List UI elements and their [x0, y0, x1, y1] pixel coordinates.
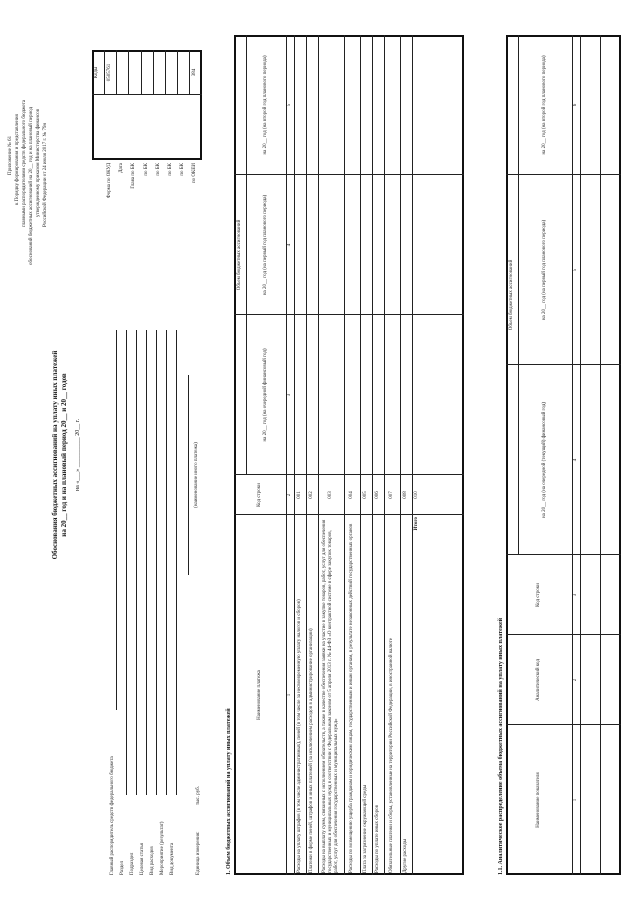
- sec1-row-value[interactable]: [306, 175, 318, 315]
- sec1-row-name: Платежи в форме пеней, штрафов и иных платежей (за исключением расходов в администрирование организации): [309, 628, 315, 873]
- payment-name-note: (наименование иного платежа): [194, 442, 199, 508]
- sec1-row-name: Другие расходы: [403, 839, 409, 873]
- sec1-row-value[interactable]: [294, 35, 306, 175]
- sec1-row-code: 003: [328, 491, 334, 499]
- sec1-col-group: Объем бюджетных ассигнований: [237, 219, 243, 291]
- sec11-empty-cell[interactable]: [580, 725, 600, 875]
- sec11-row-line: [600, 35, 601, 875]
- header-field-label: Вид документа: [170, 842, 175, 875]
- sec11-col-analytic: Аналитический код: [536, 659, 542, 701]
- header-field-line[interactable]: [166, 330, 167, 795]
- units-value: тыс. руб.: [196, 786, 201, 805]
- sec1-col-number: 4: [287, 243, 293, 247]
- sec1-row-value[interactable]: [400, 315, 412, 475]
- sec1-row-name: Плата за загрязнение окружающей среды: [363, 784, 369, 873]
- sec1-col-number: 3: [287, 393, 293, 397]
- sec11-col-number: 2: [573, 678, 579, 682]
- sec1-row-name: Расходы на выплату сумм, связанных с исполнением обязательств, а также в качестве обеспечения заявки на участие в закупке товаров, работ, услуг для обеспечения государственных и муниципальных нужд в соответствии с Федеральным законом от 5 апреля 2013 г. № 44-ФЗ «О контрактной системе в сфере закупок товаров, работ, услуг для обеспечения государственных и муниципальных нужд»: [322, 519, 339, 873]
- sec11-col-group: Объем бюджетных ассигнований: [509, 259, 515, 331]
- sec11-col-name: Наименование показателя: [536, 772, 542, 828]
- sec11-col-y3: на 20__ год (на второй год планового периода): [542, 55, 548, 155]
- header-field-line[interactable]: [126, 330, 127, 795]
- sec1-row-name: Расходы по возмещению ущерба гражданам и юридическим лицам, государственным и иным органам, в результате незаконных действий государственных органов: [349, 523, 355, 873]
- sec11-empty-cell[interactable]: [580, 365, 600, 555]
- sec1-row-value[interactable]: [400, 35, 412, 175]
- sec1-row-value[interactable]: [318, 175, 344, 315]
- sec1-col-number: 2: [287, 493, 293, 497]
- sec1-row-value[interactable]: [360, 35, 372, 175]
- sec1-row-value[interactable]: [384, 315, 400, 475]
- section-11-title: 1.1. Аналитическое распределение объема бюджетных ассигнований на уплату иных платежей: [498, 617, 504, 875]
- sec1-col-code: Код строки: [257, 483, 263, 507]
- header-field-label: Главный распорядитель средств федерального бюджета: [110, 756, 115, 875]
- form-title-line-1: Обоснования бюджетных ассигнований на уплату иных платежей: [51, 350, 59, 560]
- appendix-line-5: утвержденному приказом Министерства финансов: [36, 108, 41, 217]
- codes-row-label: по БК: [143, 163, 149, 176]
- sec11-empty-cell[interactable]: [580, 555, 600, 635]
- sec1-row-code: 001: [297, 491, 303, 499]
- payment-name-line[interactable]: [188, 375, 189, 575]
- sec1-col-number: 1: [287, 693, 293, 697]
- sec1-row-value[interactable]: [384, 175, 400, 315]
- codes-row-line: [153, 50, 154, 95]
- sec11-col-number: 5: [573, 268, 579, 272]
- codes-row-line: [165, 50, 166, 95]
- sec1-row-value[interactable]: [372, 35, 384, 175]
- sec1-col-y3: на 20__ год (на второй год планового периода): [263, 55, 269, 155]
- sec1-row-value[interactable]: [344, 175, 360, 315]
- codes-row-label: по БК: [180, 163, 186, 176]
- codes-row-line: [177, 50, 178, 95]
- sec1-row-value[interactable]: [318, 35, 344, 175]
- codes-header: Коды: [94, 66, 99, 79]
- header-field-line[interactable]: [116, 330, 117, 710]
- codes-row-line: [128, 50, 129, 95]
- sec11-col-y2: на 20__ год (на первый год планового периода): [542, 219, 548, 321]
- sec1-col-y1: на 20__ год (на очередной финансовый год): [263, 348, 269, 442]
- codes-row-label: Глава по БК: [131, 163, 137, 189]
- header-field-label: Целевая статья: [140, 843, 145, 875]
- sec1-row-value[interactable]: [318, 315, 344, 475]
- header-field-line[interactable]: [176, 330, 177, 795]
- sec11-col-number: 1: [573, 798, 579, 802]
- header-field-line[interactable]: [156, 330, 157, 795]
- section-1-title: 1. Объем бюджетных ассигнований на уплату иных платежей: [226, 708, 232, 875]
- sec1-row-value[interactable]: [360, 315, 372, 475]
- sec1-row-value[interactable]: [384, 35, 400, 175]
- sec1-row-value[interactable]: [294, 315, 306, 475]
- header-field-label: Раздел: [120, 860, 125, 875]
- codes-row-line: [189, 50, 190, 95]
- sec1-row-code: 004: [349, 491, 355, 499]
- codes-row-label: по БК: [155, 163, 161, 176]
- codes-row-line: [116, 50, 117, 95]
- sec11-empty-cell[interactable]: [580, 635, 600, 725]
- sec1-row-value[interactable]: [400, 175, 412, 315]
- sec11-col-number: 6: [573, 103, 579, 107]
- codes-row-value: 0505761: [107, 63, 112, 82]
- sec1-row-name: Обязательные платежи и сборы, установленные на территории Российской Федерации, в иностранной валюте: [389, 638, 395, 873]
- form-title-line-2: на 20__ год и на плановый период 20__ и 20__ годов: [60, 373, 68, 537]
- codes-row-value: 384: [192, 68, 198, 77]
- sec1-row-value[interactable]: [306, 35, 318, 175]
- form-date-line: на «___» __________ 20__ г.: [75, 418, 81, 492]
- header-field-label: Вид расходов: [150, 846, 155, 875]
- sec1-row-name: Расходы на уплату штрафов (в том числе административных), пеней (в том числе за несвоевременную уплату налогов и сборов): [297, 599, 303, 873]
- units-label: Единица измерения:: [196, 831, 201, 875]
- sec1-total-code: 010: [414, 491, 420, 499]
- appendix-line-2: к Порядку формирования и представления: [15, 114, 20, 205]
- sec1-row-code: 008: [403, 491, 409, 499]
- sec1-row-value[interactable]: [372, 315, 384, 475]
- codes-row-line: [104, 50, 105, 95]
- sec11-empty-cell[interactable]: [580, 175, 600, 365]
- sec1-row-value[interactable]: [306, 315, 318, 475]
- sec11-col-number: 3: [573, 593, 579, 597]
- sec11-col-code: Код строки: [536, 583, 542, 607]
- sec11-col-y1: на 20__ год (на очередной (текущий) финансовый год): [542, 401, 548, 519]
- sec1-row-code: 007: [389, 491, 395, 499]
- codes-row-label: Дата: [119, 163, 125, 173]
- sec1-col-number: 5: [287, 103, 293, 107]
- appendix-line-4: обоснований бюджетных ассигнований на 20__ год и на плановый период: [29, 106, 34, 265]
- sec1-row-value[interactable]: [360, 175, 372, 315]
- sec1-total-label: Итого: [414, 517, 420, 531]
- sec1-col-y2: на 20__ год (на первый год планового периода): [263, 194, 269, 296]
- header-field-label: Подраздел: [130, 852, 135, 875]
- sec1-row-code: 006: [375, 491, 381, 499]
- header-field-line[interactable]: [146, 330, 147, 795]
- sec1-row-code: 005: [363, 491, 369, 499]
- header-field-label: Мероприятие (результат): [160, 821, 165, 875]
- sec1-row-line: [412, 35, 413, 875]
- codes-row-label: по БК: [168, 163, 173, 176]
- sec1-col-name: Наименование платежа: [257, 670, 263, 720]
- sec1-row-value[interactable]: [344, 35, 360, 175]
- codes-row-label: по ОКЕИ: [192, 163, 198, 184]
- header-field-line[interactable]: [136, 330, 137, 795]
- sec1-row-value[interactable]: [294, 175, 306, 315]
- appendix-line-1: Приложение № 61: [8, 135, 13, 175]
- appendix-line-6: Российской Федерации от 24 июля 2017 г. № 79н: [43, 122, 48, 227]
- sec11-empty-cell[interactable]: [580, 35, 600, 175]
- sec11-col-number: 4: [573, 458, 579, 462]
- sec1-row-value[interactable]: [372, 175, 384, 315]
- sec1-row-code: 002: [309, 491, 315, 499]
- codes-row-line: [141, 50, 142, 95]
- sec1-row-name: Расходы по уплате иных сборов: [375, 805, 381, 873]
- codes-row-label: Форма по ОКУД: [107, 163, 112, 199]
- sec1-row-value[interactable]: [344, 315, 360, 475]
- appendix-line-3: главными распорядителями средств федерального бюджета: [22, 99, 27, 227]
